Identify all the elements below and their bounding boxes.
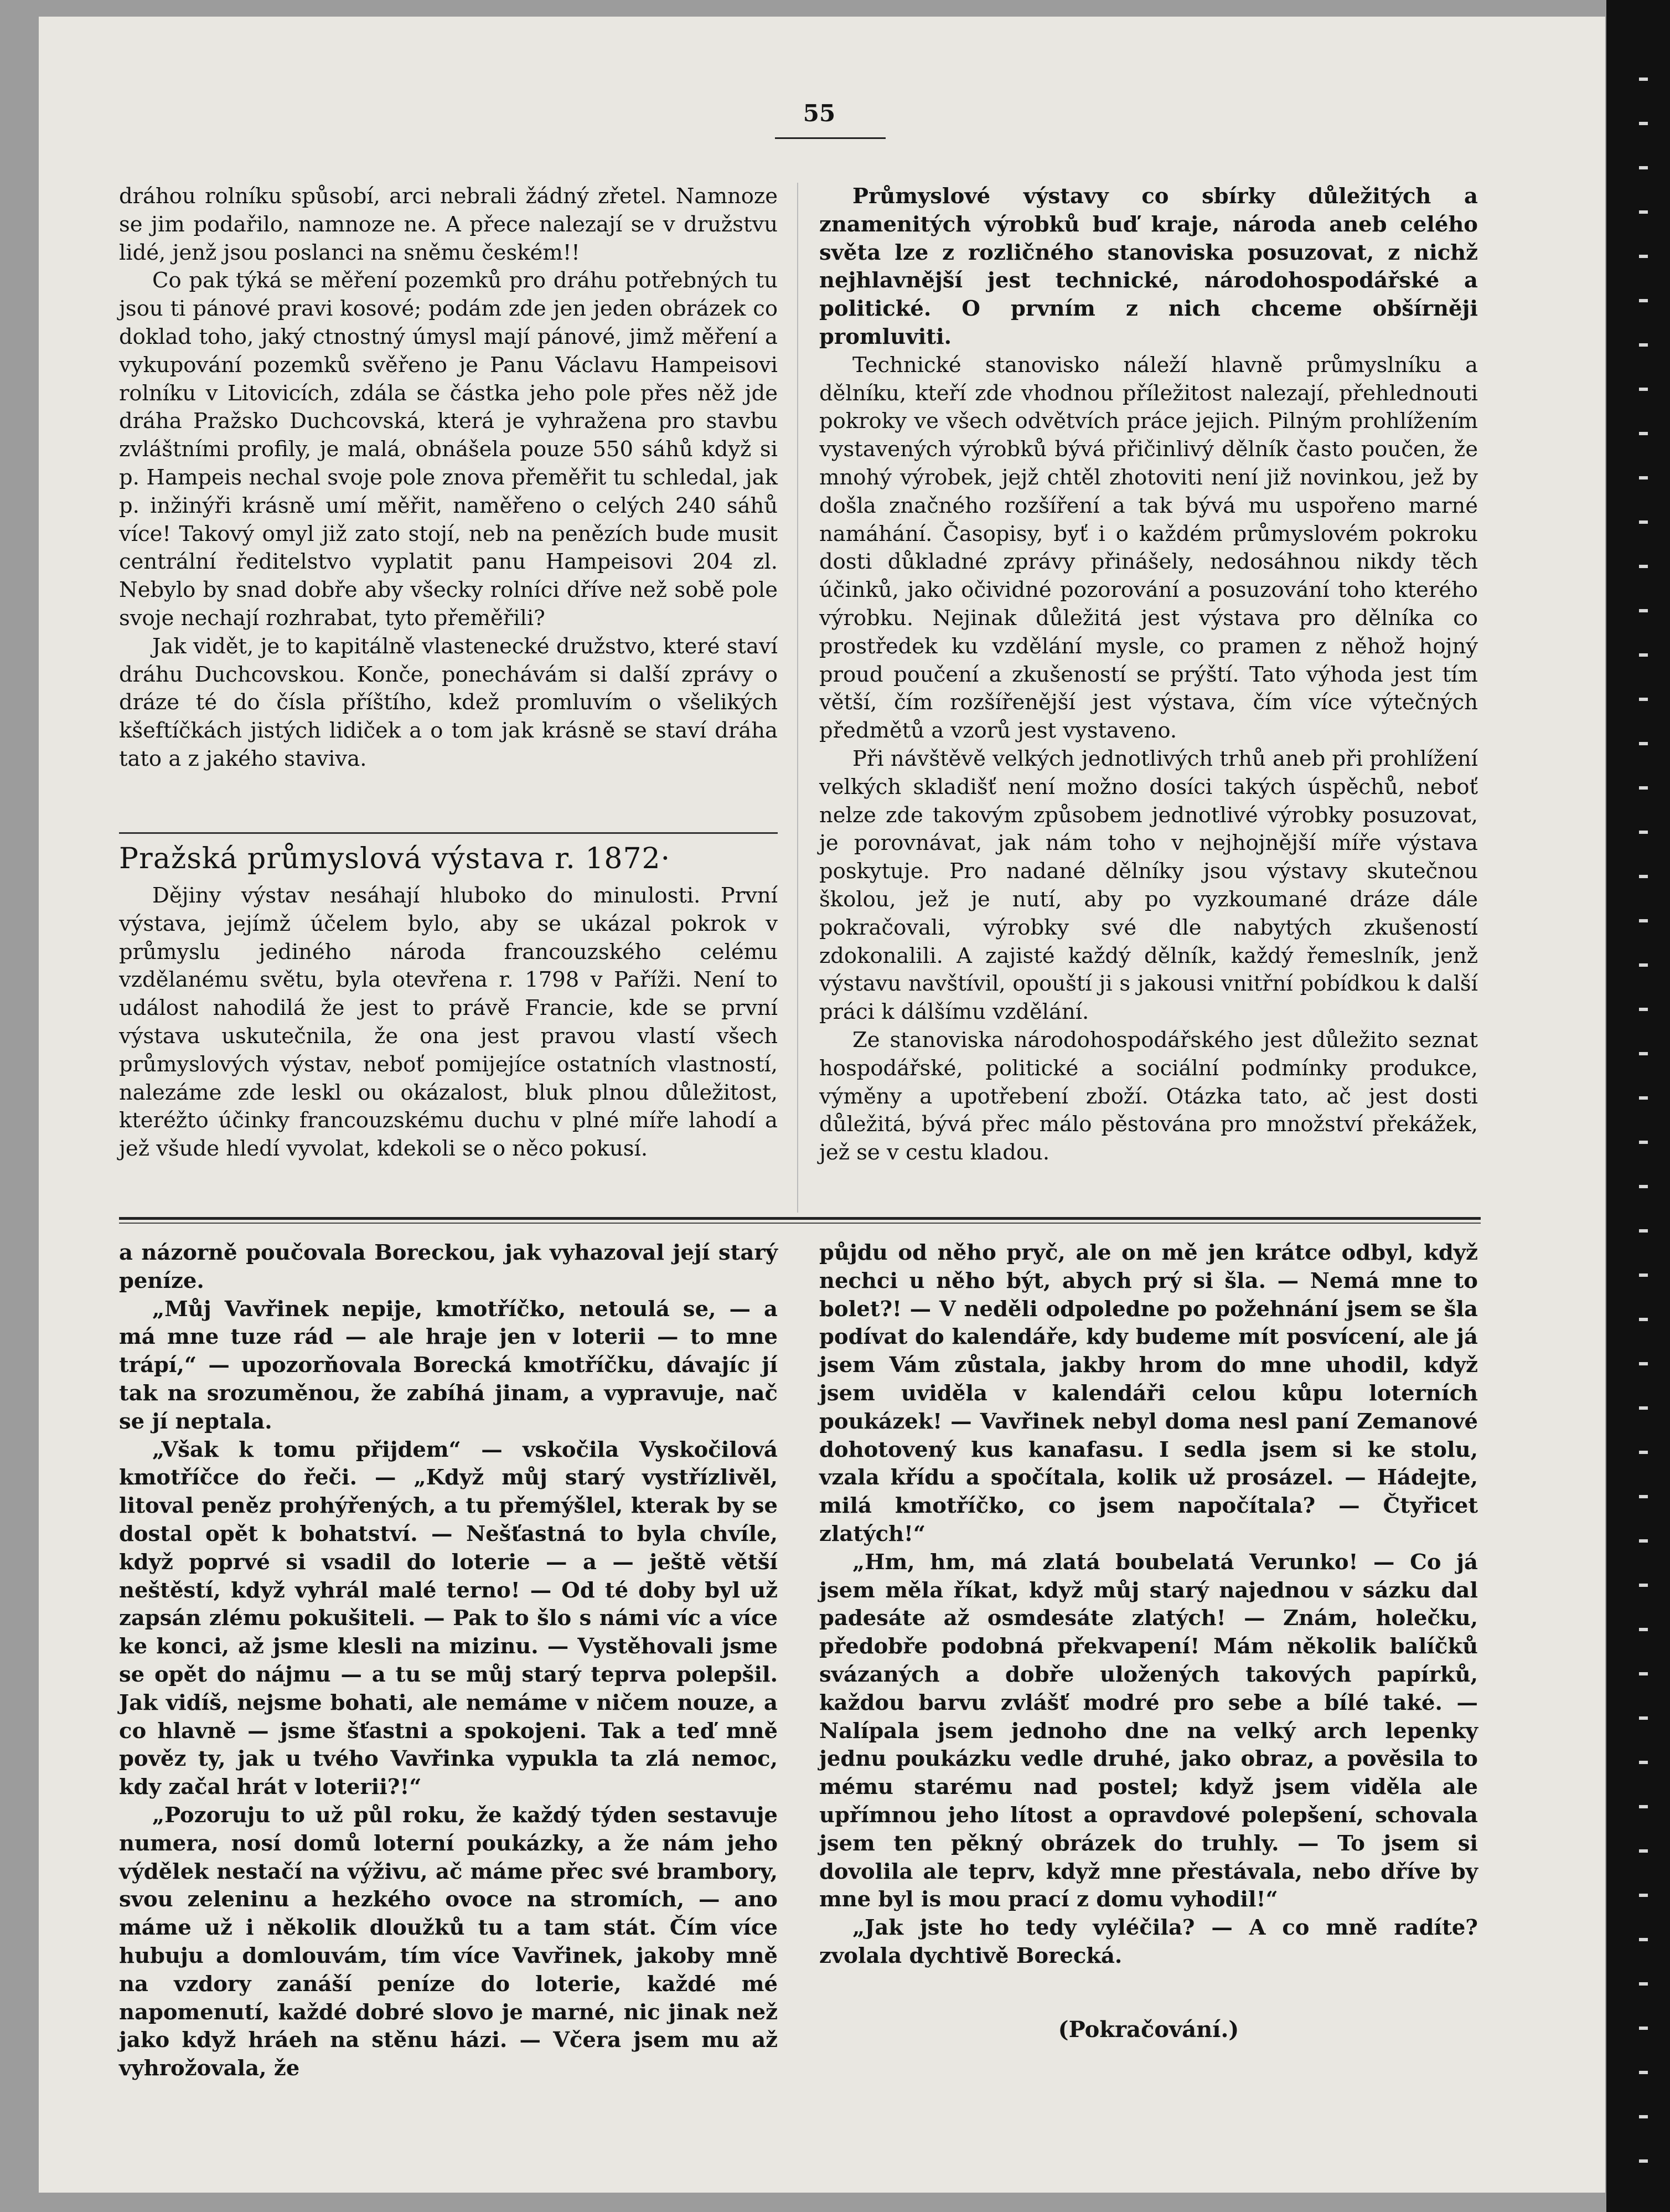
section-heading: Pražská průmyslová výstava r. 1872· [119, 842, 671, 875]
paragraph: „Můj Vavřinek nepije, kmotříčko, netoulá se, — a má mne tuze rád — ale hraje jen v loterii — to mne trápí,“ — upozorňovala Borecká kmotříčku, dávajíc jí tak na srozuměnou, že zabíhá jinam, a vypravuje, nač se jí neptala. [119, 1296, 778, 1434]
section-rule [119, 832, 778, 834]
paragraph: dráhou rolníku spůsobí, arci nebrali žádný zřetel. Namnoze se jim podařilo, namnoze ne. A přece nalezají se v družstvu lidé, jenž jsou poslanci na sněmu českém!! [119, 184, 778, 265]
column-divider [797, 183, 798, 1213]
paragraph: „Však k tomu přijdem“ — vskočila Vyskočilová kmotříčce do řeči. — „Když můj starý vystřízlivěl, litoval peněz prohýřených, a tu přemýšlel, kterak by se dostal opět k bohatství. — Nešťastná to byla chvíle, když poprvé si vsadil do loterie — a — ještě větší neštěstí, když vyhrál malé terno! — Od té doby byl už zapsán zlému pokušiteli. — Pak to šlo s námi víc a více ke konci, až jsme klesli na mizinu. — Vystěhovali jsme se opět do nájmu — a tu se můj starý teprva polepšil. Jak vidíš, nejsme bohati, ale nemáme v ničem nouze, a co hlavně — jsme šťastni a spokojeni. Tak a teď mně pověz ty, jak u tvého Vavřinka vypukla ta zlá nemoc, kdy začal hrát v loterii?!“ [119, 1437, 778, 1800]
article-railway-column [119, 183, 778, 774]
paragraph: a názorně poučovala Boreckou, jak vyhazoval její starý peníze. [119, 1240, 778, 1293]
paragraph: Při návštěvě velkých jednotlivých trhů aneb při prohlížení velkých skladišť není možno dosíci takých úspěchů, neboť nelze zde takovým způsobem jednotlivé výrobky posuzovat, je porovnávat, jak nám toho v nejhojnější míře výstava poskytuje. Pro nadané dělníky jsou výstavy skutečnou školou, jež je nutí, aby po vyzkoumané dráze dále pokračovali, výrobky své dle nabytých zkušeností zdokonalili. A zajisté každý dělník, každý řemeslník, jenž výstavu navštívil, opouští ji s jakousi vnitřní pobídkou k další práci k dálšímu vzdělání. [819, 746, 1478, 1025]
paragraph: Ze stanoviska národohospodářského jest důležito seznat hospodářské, politické a sociální podmínky produkce, výměny a upotřebení zboží. Otázka tato, ač jest dosti důležitá, bývá přec málo pěstována pro množství překážek, jež se v cestu kladou. [819, 1027, 1478, 1166]
feuilleton-column-left [119, 1239, 778, 2083]
scan-ruler [1639, 78, 1648, 2193]
paragraph: Jak vidět, je to kapitálně vlastenecké družstvo, které staví dráhu Duchcovskou. Konče, ponechávám si další zprávy o dráze té do čísla příštího, kdež promluvím o všelikých kšeftíčkách jistých lidiček a o tom jak krásně se staví dráha tato a z jakého staviva. [119, 633, 778, 771]
feuilleton-rule [119, 1217, 1481, 1220]
paragraph: Technické stanovisko náleží hlavně průmyslníku a dělníku, kteří zde vhodnou příležitost nalezají, přehlednouti pokroky ve všech odvětvích práce jejich. Pilným prohlížením vystavených výrobků bývá přičinlivý dělník často poučen, že mnohý výrobek, jejž chtěl zhotoviti není již novinkou, jež by došla značného rozšíření a tak bývá mu uspořeno marné namáhání. Časopisy, byť i o každém průmyslovém pokroku dosti důkladné zprávy přinášely, nedosáhnou nikdy těch účinků, jako očividné pozorování a posuzování toho kterého výrobku. Nejinak důležitá jest výstava pro dělníka co prostředek ku vzdělání mysle, co pramen z něhož hojný proud poučení a zkušeností se prýští. Tato výhoda jest tím větší, čím rozšířenější jest výstava, čím více výtečných předmětů a vzorů jest vystaveno. [819, 352, 1478, 744]
exhibition-column-left [119, 882, 778, 1163]
paragraph: „Jak jste ho tedy vyléčila? — A co mně radíte? zvolala dychtivě Borecká. [819, 1915, 1478, 1968]
page-number: 55 [803, 100, 836, 127]
paragraph: Co pak týká se měření pozemků pro dráhu potřebných tu jsou ti pánové pravi kosové; podám zde jen jeden obrázek co doklad toho, jaký ctnostný úmysl mají pánové, jimž měření a vykupování pozemků svěřeno je Panu Václavu Hampeisovi rolníku v Litovicích, zdála se částka jeho pole přes něž jde dráha Pražsko Duchcovská, která je vyhražena pro stavbu zvláštními profily, je malá, obnášela pouze 550 sáhů když si p. Hampeis nechal svoje pole znova přeměřit tu schledal, jak p. inžinýři krásně umí měřit, naměřeno o celých 240 sáhů více! Takový omyl již zato stojí, neb na penězích bude musit centrální ředitelstvo vyplatit panu Hampeisovi 204 zl. Nebylo by snad dobře aby všecky rolníci dříve než sobě pole svoje nechají rozhrabat, tyto přeměřili? [119, 268, 778, 631]
scan-edge [1606, 0, 1670, 2212]
feuilleton-rule-thin [119, 1223, 1481, 1224]
paragraph: „Pozoruju to už půl roku, že každý týden sestavuje numera, nosí domů loterní poukázky, a že nám jeho výdělek nestačí na výživu, ač máme přec své brambory, svou zeleninu a hezkého ovoce na stromích, — ano máme už i několik dloužků tu a tam stát. Čím více hubuju a domlouvám, tím více Vavřinek, jakoby mně na vzdory zanáší peníze do loterie, každé mé napomenutí, každé dobré slovo je marné, nic jinak než jako když hráeh na stěnu házi. — Včera jsem mu až vyhrožovala, že [119, 1802, 778, 2081]
continuation-note: (Pokračování.) [1058, 2017, 1239, 2043]
paragraph: „Hm, hm, má zlatá boubelatá Verunko! — Co já jsem měla říkat, když můj starý najednou v sázku dal padesáte až osmdesáte zlatých! — Znám, holečku, předobře podobná překvapení! Mám několik balíčků svázaných a dobře uložených takových papírků, každou barvu zvlášť modré pro sebe a bílé také. — Nalípala jsem jednoho dne na velký arch lepenky jednu poukázku vedle druhé, jako obraz, a pověsila to mému starému nad postel; když jsem viděla ale upřímnou jeho lítost a opravdové polepšení, schovala jsem ten pěkný obrázek do truhly. — To jsem si dovolila ale teprv, když mne přestávala, nebo dříve by mne byl is mou prací z domu vyhodil!“ [819, 1549, 1478, 1912]
paragraph: půjdu od něho pryč, ale on mě jen krátce odbyl, když nechci u něho být, abych prý si šla. — Nemá mne to bolet?! — V neděli odpoledne po požehnání jsem se šla podívat do kalendáře, kdy budeme mít posvícení, ale já jsem Vám zůstala, jakby hrom do mne uhodil, když jsem uviděla v kalendáři celou kůpu loterních poukázek! — Vavřinek nebyl doma nesl paní Zemanové dohotovený kus kanafasu. I sedla jsem si ke stolu, vzala křídu a spočítala, kolik už prosázel. — Hádejte, milá kmotříčko, co jsem napočítala? — Čtyřicet zlatých!“ [819, 1240, 1478, 1546]
page-number-rule [775, 137, 886, 139]
paragraph: Dějiny výstav nesáhají hluboko do minulosti. První výstava, jejímž účelem bylo, aby se ukázal pokrok v průmyslu jediného národa francouzského celému vzdělanému světu, byla otevřena r. 1798 v Paříži. Není to událost nahodilá že jest to právě Francie, kde se první výstava uskutečnila, že ona jest pravou vlastí všech průmyslových výstav, neboť pomijejíce ostatních vlastností, nalezáme zde leskl ou okázalost, bluk plnou důležitost, kteréžto účinky francouzskému duchu v plné míře lahodí a jež všude hledí vyvolat, kdekoli se o něco pokusí. [119, 883, 778, 1162]
feuilleton-column-right [819, 1239, 1478, 1971]
exhibition-column-right [819, 183, 1478, 1167]
paragraph: Průmyslové výstavy co sbírky důležitých a znamenitých výrobků buď kraje, národa aneb celého světa lze z rozličného stanoviska posuzovat, z nichž nejhlavnější jest technické, národohospodářské a politické. O prvním z nich chceme obšírněji promluviti. [819, 184, 1478, 349]
